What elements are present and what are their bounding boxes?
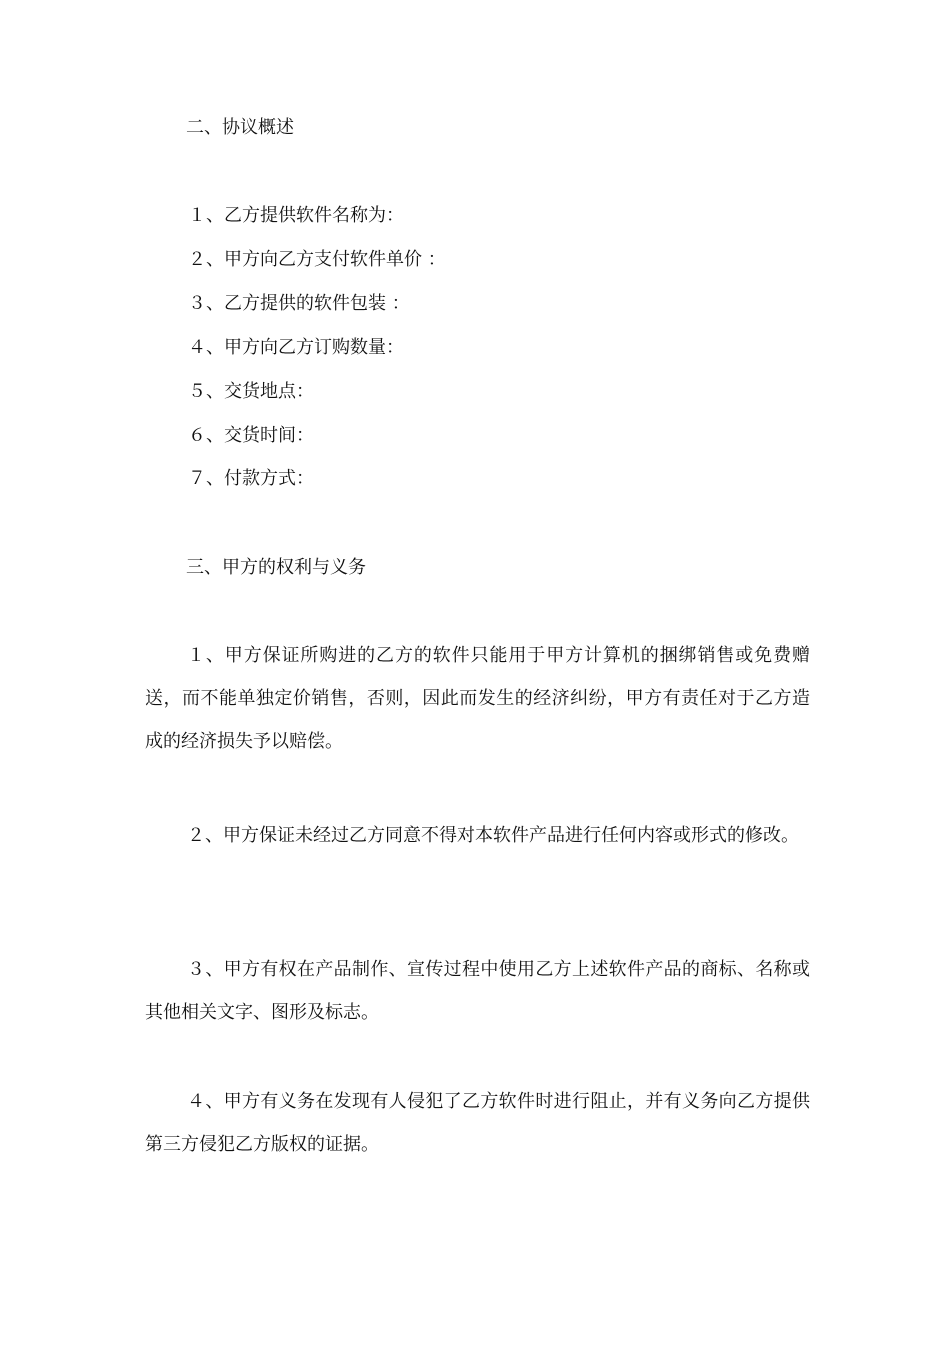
section-heading-agreement-overview: 二、协议概述 bbox=[186, 117, 294, 138]
section-heading-party-a-rights: 三、甲方的权利与义务 bbox=[186, 557, 366, 578]
list-item: ６、交货时间： bbox=[188, 425, 314, 446]
paragraph: ３、甲方有权在产品制作、宣传过程中使用乙方上述软件产品的商标、名称或其他相关文字、图形及标志。 bbox=[145, 959, 810, 1023]
list-item: ２、甲方向乙方支付软件单价 ： bbox=[188, 249, 446, 270]
paragraph: ２、甲方保证未经过乙方同意不得对本软件产品进行任何内容或形式的修改。 bbox=[187, 825, 799, 846]
list-item: ４、甲方向乙方订购数量： bbox=[188, 337, 404, 358]
paragraph: ４、甲方有义务在发现有人侵犯了乙方软件时进行阻止，并有义务向乙方提供第三方侵犯乙方版权的证据。 bbox=[145, 1091, 810, 1155]
list-item: １、乙方提供软件名称为： bbox=[188, 205, 404, 226]
list-item: ５、交货地点： bbox=[188, 381, 314, 402]
list-item: ３、乙方提供的软件包装 ： bbox=[188, 293, 410, 314]
paragraph: １、甲方保证所购进的乙方的软件只能用于甲方计算机的捆绑销售或免费赠送，而不能单独定价销售，否则，因此而发生的经济纠纷，甲方有责任对于乙方造成的经济损失予以赔偿。 bbox=[145, 645, 810, 752]
list-item: ７、付款方式： bbox=[188, 468, 314, 489]
